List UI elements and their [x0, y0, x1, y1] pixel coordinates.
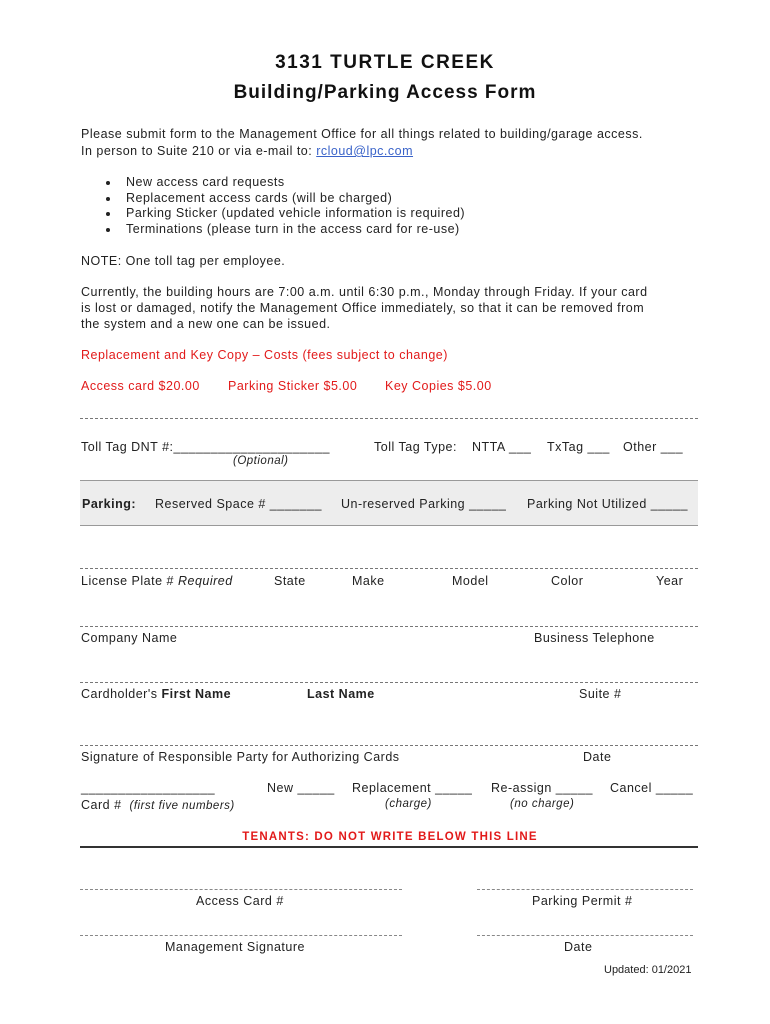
- last-name-label: Last Name: [307, 687, 375, 701]
- toll-tag-optional-hint: (Optional): [233, 455, 289, 467]
- vehicle-input-line[interactable]: [80, 568, 698, 569]
- year-label: Year: [656, 574, 684, 588]
- intro-line-1: Please submit form to the Management Office for all things related to building/garage access.: [81, 127, 643, 141]
- fee-access-card: Access card $20.00: [81, 379, 200, 393]
- card-number-label: [81, 798, 235, 812]
- form-title: 3131 TURTLE CREEK: [275, 52, 495, 73]
- license-plate-text: License Plate #: [81, 574, 174, 588]
- card-cancel-option[interactable]: Cancel _____: [610, 781, 694, 795]
- mgmt-date-label: Date: [564, 940, 593, 954]
- form-subtitle: Building/Parking Access Form: [233, 82, 537, 103]
- office-access-card-label: Access Card #: [196, 894, 284, 908]
- signature-date-label: Date: [583, 750, 612, 764]
- model-label: Model: [452, 574, 489, 588]
- email-link[interactable]: rcloud@lpc.com: [316, 144, 414, 158]
- make-label: Make: [352, 574, 385, 588]
- parking-label: Parking:: [82, 497, 137, 511]
- parking-not-utilized-option[interactable]: Parking Not Utilized _____: [527, 497, 688, 511]
- mgmt-signature-label: Management Signature: [165, 940, 305, 954]
- required-hint: Required: [177, 574, 233, 588]
- list-item: • Terminations (please turn in the access card for re-use): [120, 222, 465, 238]
- intro-line-2-text: In person to Suite 210 or via e-mail to:: [81, 144, 313, 158]
- hours-line-2: is lost or damaged, notify the Management Office immediately, so that it can be removed from: [81, 301, 645, 315]
- tenants-notice: TENANTS: DO NOT WRITE BELOW THIS LINE: [242, 831, 538, 843]
- request-type-list: [100, 175, 465, 237]
- reassign-no-charge-hint: (no charge): [510, 798, 575, 810]
- card-new-option[interactable]: New _____: [267, 781, 335, 795]
- list-item: • Replacement access cards (will be charged): [120, 191, 465, 207]
- parking-permit-input-line[interactable]: [477, 889, 693, 890]
- section-divider: [80, 418, 698, 419]
- fee-parking-sticker: Parking Sticker $5.00: [228, 379, 358, 393]
- toll-tag-dnt-field[interactable]: Toll Tag DNT #:_____________________: [81, 440, 330, 454]
- company-name-label: Company Name: [81, 631, 178, 645]
- mgmt-signature-input-line[interactable]: [80, 935, 402, 936]
- hours-line-3: the system and a new one can be issued.: [81, 317, 331, 331]
- license-plate-label: [81, 574, 233, 588]
- cardholder-first-name-label: [81, 687, 231, 701]
- first-name-text: First Name: [161, 687, 232, 701]
- list-item: • Parking Sticker (updated vehicle information is required): [120, 206, 465, 222]
- card-replacement-option[interactable]: Replacement _____: [352, 781, 473, 795]
- state-label: State: [274, 574, 306, 588]
- reserved-space-field[interactable]: Reserved Space # _______: [155, 497, 322, 511]
- replacement-charge-hint: (charge): [385, 798, 432, 810]
- card-reassign-option[interactable]: Re-assign _____: [491, 781, 594, 795]
- ntta-option[interactable]: NTTA ___: [472, 440, 532, 454]
- office-parking-permit-label: Parking Permit #: [532, 894, 633, 908]
- office-use-divider: [80, 846, 698, 848]
- toll-tag-type-label: Toll Tag Type:: [374, 440, 457, 454]
- card-number-field[interactable]: __________________: [81, 781, 216, 795]
- business-telephone-label: Business Telephone: [534, 631, 655, 645]
- card-number-hint: (first five numbers): [129, 800, 235, 812]
- mgmt-date-input-line[interactable]: [477, 935, 693, 936]
- color-label: Color: [551, 574, 584, 588]
- company-input-line[interactable]: [80, 626, 698, 627]
- fees-heading: Replacement and Key Copy – Costs (fees subject to change): [81, 348, 448, 362]
- suite-label: Suite #: [579, 687, 622, 701]
- hours-line-1: Currently, the building hours are 7:00 a.m. until 6:30 p.m., Monday through Friday. If your card: [81, 285, 648, 299]
- unreserved-parking-option[interactable]: Un-reserved Parking _____: [341, 497, 507, 511]
- access-card-input-line[interactable]: [80, 889, 402, 890]
- updated-date: Updated: 01/2021: [604, 964, 692, 976]
- cardholder-input-line[interactable]: [80, 682, 698, 683]
- card-label-text: Card #: [81, 798, 122, 812]
- list-item: • New access card requests: [120, 175, 465, 191]
- intro-line-2: [81, 144, 413, 158]
- signature-input-line[interactable]: [80, 745, 698, 746]
- txtag-option[interactable]: TxTag ___: [547, 440, 610, 454]
- fee-key-copies: Key Copies $5.00: [385, 379, 492, 393]
- signature-label: Signature of Responsible Party for Authorizing Cards: [81, 750, 400, 764]
- other-option[interactable]: Other ___: [623, 440, 684, 454]
- cardholder-prefix: Cardholder's: [81, 687, 158, 701]
- toll-tag-note: NOTE: One toll tag per employee.: [81, 254, 286, 268]
